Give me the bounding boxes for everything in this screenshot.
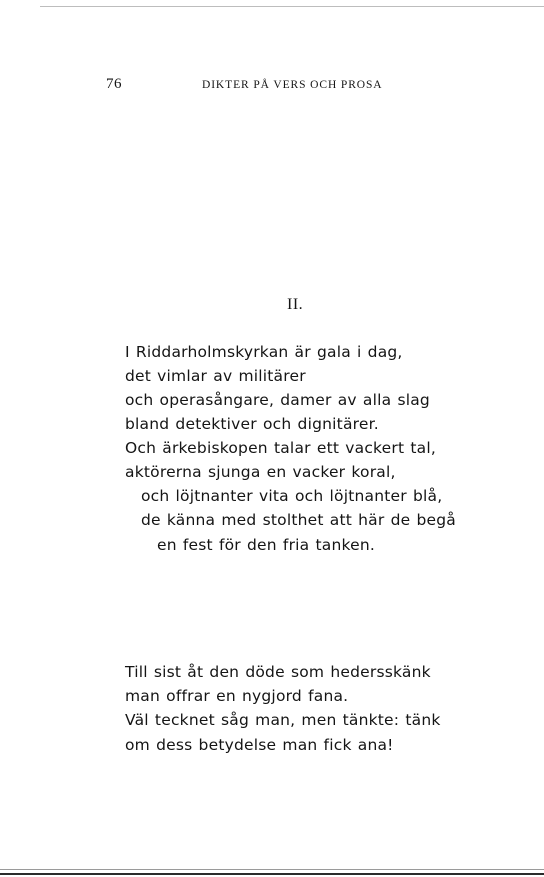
verse-line: och operasångare, damer av alla slag [125, 391, 430, 409]
running-head: DIKTER PÅ VERS OCH PROSA [202, 79, 383, 91]
verse-line: I Riddarholmskyrkan är gala i dag, [125, 343, 403, 361]
verse-line: bland detektiver och dignitärer. [125, 415, 379, 433]
verse-line: det vimlar av militärer [125, 367, 306, 385]
section-number: II. [287, 296, 304, 313]
verse-line: Väl tecknet såg man, men tänkte: tänk [125, 711, 441, 729]
verse-line: och löjtnanter vita och löjtnanter blå, [141, 487, 443, 505]
verse-line: en fest för den fria tanken. [157, 536, 375, 554]
verse-line: man offrar en nygjord fana. [125, 687, 349, 705]
verse-line: Och ärkebiskopen talar ett vackert tal, [125, 439, 436, 457]
page-top-edge [40, 6, 544, 7]
verse-line: aktörerna sjunga en vacker koral, [125, 463, 396, 481]
verse-line: de känna med stolthet att här de begå [141, 511, 456, 529]
verse-line: om dess betydelse man fick ana! [125, 736, 394, 754]
page-bottom-edge [0, 873, 544, 875]
page-bottom-rule [0, 869, 544, 870]
page-number: 76 [106, 76, 122, 92]
verse-line: Till sist åt den döde som hedersskänk [125, 663, 431, 681]
